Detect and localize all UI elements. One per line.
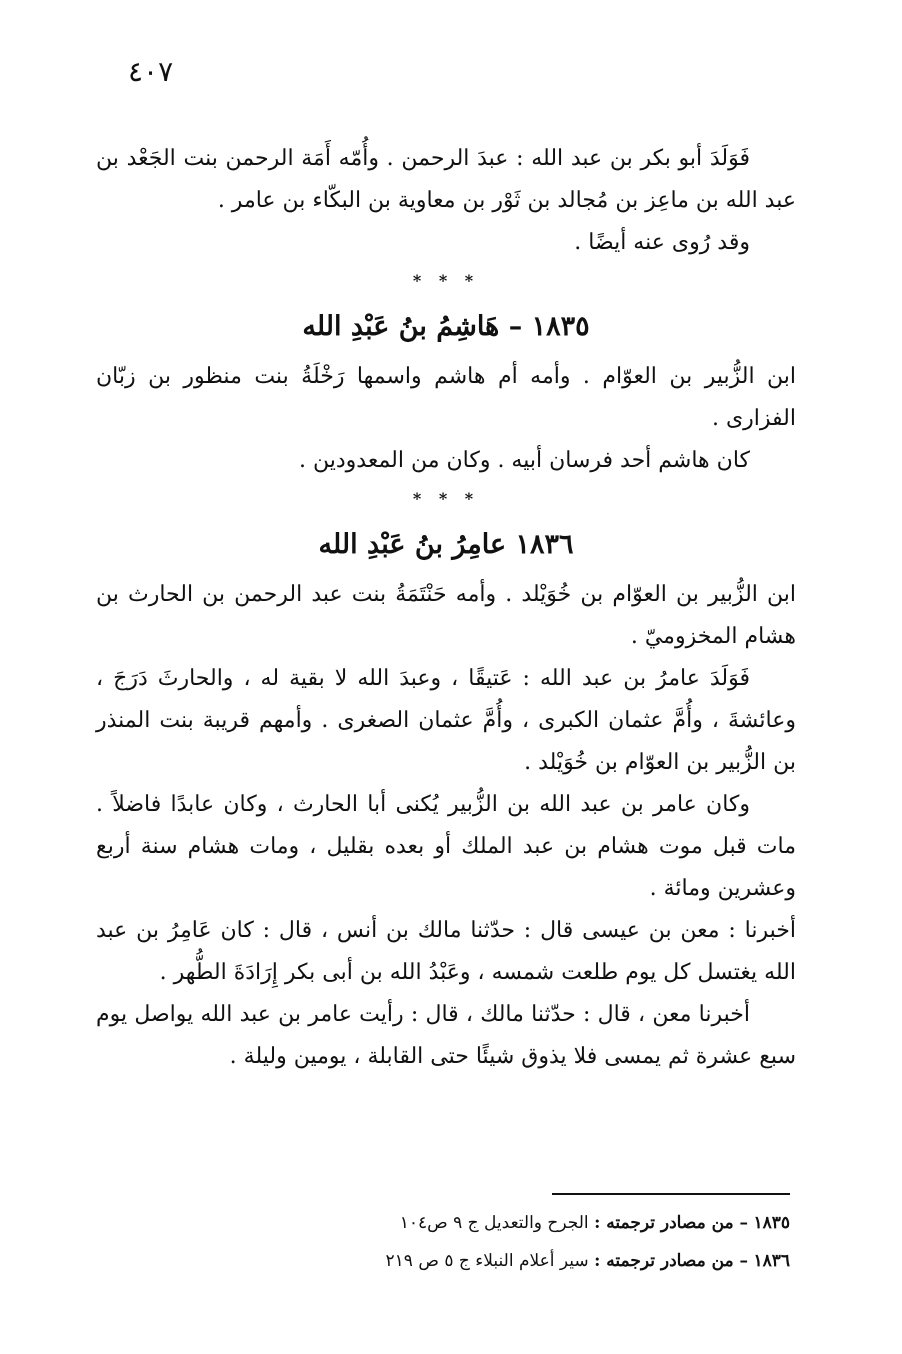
footnotes bbox=[240, 1204, 790, 1280]
entry-1836-paragraph-4: أخبرنا : معن بن عيسى قال : حدّثنا مالك بن أنس ، قال : كان عَامِرُ بن عبد الله يغتسل كل يوم طلعت شمسه ، وعَبْدُ الله بن أبى بكر إِرَادَةَ الطُّهر . bbox=[96, 918, 796, 985]
entry-heading-1836: ١٨٣٦ عامِرُ بنُ عَبْدِ الله bbox=[318, 529, 574, 560]
intro-paragraph-1: فَوَلَدَ أبو بكر بن عبد الله : عبدَ الرحمن . وأُمّه أَمَة الرحمن بنت الجَعْد بن عبد الله بن ماعِز بن مُجالد بن ثَوْر بن معاوية بن البكّاء بن عامر . bbox=[96, 146, 796, 213]
footnote-number: ١٨٣٦ bbox=[753, 1251, 790, 1271]
entry-heading-1835: ١٨٣٥ – هَاشِمُ بنُ عَبْدِ الله bbox=[302, 311, 590, 342]
entry-1835-paragraph-2: كان هاشم أحد فرسان أبيه . وكان من المعدودين . bbox=[299, 448, 750, 473]
footnote-text: سير أعلام النبلاء ج ٥ ص ٢١٩ bbox=[385, 1251, 589, 1271]
footnote-number: ١٨٣٥ bbox=[753, 1213, 790, 1233]
intro-paragraph-2: وقد رُوى عنه أيضًا . bbox=[574, 230, 750, 255]
entry-1836-paragraph-2: فَوَلَدَ عامرُ بن عبد الله : عَتيقًا ، وعبدَ الله لا بقية له ، والحارثَ دَرَجَ ، وعائشةَ ، وأُمَّ عثمان الكبرى ، وأُمَّ عثمان الصغرى . وأمهم قريبة بنت المنذر بن الزُّبير بن العوّام بن خُوَيْلد . bbox=[96, 666, 796, 775]
footnote-divider bbox=[552, 1193, 790, 1195]
footnote-lead: – من مصادر ترجمته : bbox=[594, 1213, 749, 1233]
entry-1836-paragraph-1: ابن الزُّبير بن العوّام بن خُوَيْلد . وأمه حَنْتَمَةُ بنت عبد الرحمن بن الحارث بن هشام المخزوميّ . bbox=[96, 582, 796, 649]
main-text bbox=[96, 138, 796, 1078]
footnote bbox=[240, 1204, 790, 1242]
entry-1836-paragraph-5: أخبرنا معن ، قال : حدّثنا مالك ، قال : رأيت عامر بن عبد الله يواصل يوم سبع عشرة ثم يمسى فلا يذوق شيئًا حتى القابلة ، يومين وليلة . bbox=[96, 1002, 796, 1069]
footnote-text: الجرح والتعديل ج ٩ ص١٠٤ bbox=[399, 1213, 589, 1233]
footnote bbox=[240, 1242, 790, 1280]
page-number: ٤٠٧ bbox=[128, 55, 174, 88]
entry-1836-paragraph-3: وكان عامر بن عبد الله بن الزُّبير يُكنى أبا الحارث ، وكان عابدًا فاضلاً . مات قبل موت هشام بن عبد الملك أو بعده بقليل ، ومات هشام سنة أربع وعشرين ومائة . bbox=[96, 792, 796, 901]
section-separator: * * * bbox=[412, 489, 480, 508]
entry-1835-paragraph-1: ابن الزُّبير بن العوّام . وأمه أم هاشم واسمها رَخْلَةُ بنت منظور بن زبّان الفزارى . bbox=[96, 364, 796, 431]
section-separator: * * * bbox=[412, 271, 480, 290]
footnote-lead: – من مصادر ترجمته : bbox=[594, 1251, 749, 1271]
